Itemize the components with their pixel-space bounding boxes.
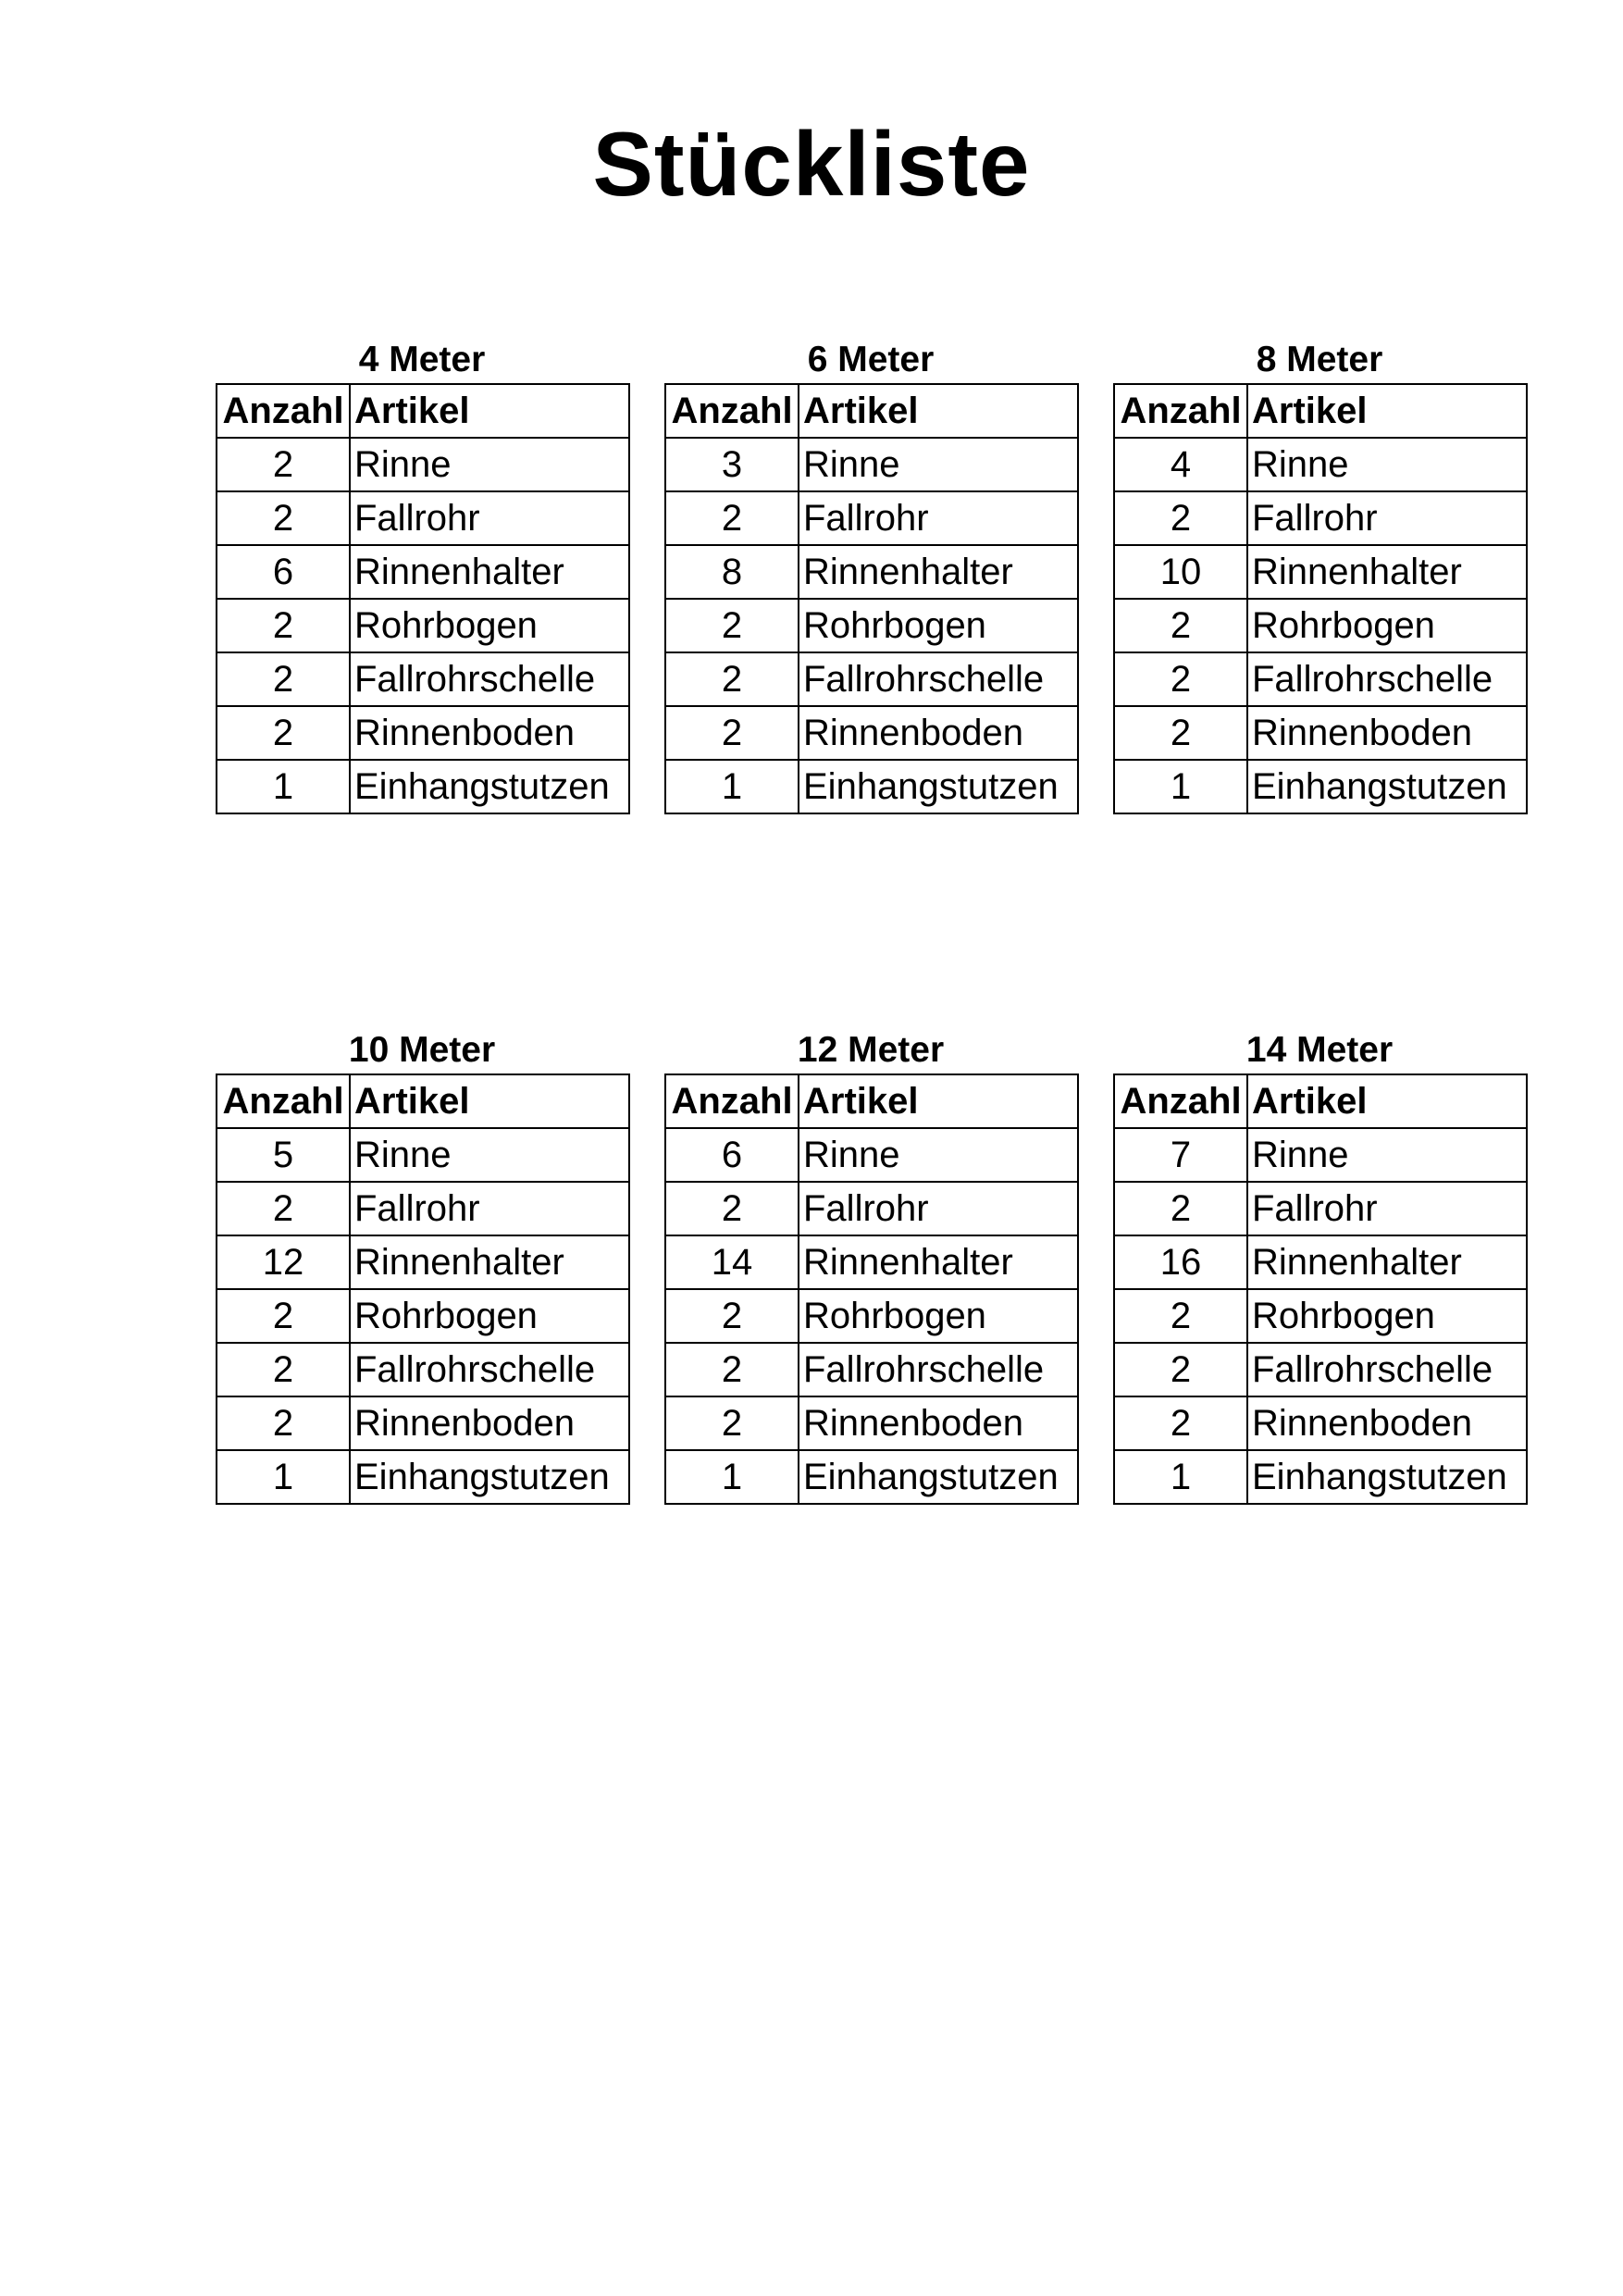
article-cell: Rohrbogen (350, 1289, 629, 1343)
table-row (665, 491, 1078, 545)
article-cell: Rinnenhalter (1247, 545, 1527, 599)
article-cell: Einhangstutzen (799, 760, 1078, 813)
article-cell: Rinnenhalter (350, 1235, 629, 1289)
table-header-row (1114, 1074, 1527, 1128)
qty-cell: 16 (1114, 1235, 1247, 1289)
table-row (1114, 760, 1527, 813)
parts-block-10m (216, 1027, 628, 1505)
article-cell: Rohrbogen (799, 599, 1078, 652)
qty-cell: 2 (665, 1289, 799, 1343)
qty-cell: 2 (1114, 491, 1247, 545)
parts-block-12m (664, 1027, 1077, 1505)
article-cell: Einhangstutzen (1247, 1450, 1527, 1504)
article-cell: Fallrohr (350, 491, 629, 545)
article-cell: Rohrbogen (350, 599, 629, 652)
qty-cell: 5 (217, 1128, 350, 1182)
article-cell: Fallrohrschelle (1247, 652, 1527, 706)
article-cell: Rohrbogen (1247, 599, 1527, 652)
table-row (665, 760, 1078, 813)
qty-cell: 2 (665, 1343, 799, 1396)
qty-cell: 6 (217, 545, 350, 599)
column-header-artikel: Artikel (1247, 1074, 1527, 1128)
table-header-row (217, 1074, 629, 1128)
table-row (1114, 1128, 1527, 1182)
parts-table (216, 1074, 630, 1505)
qty-cell: 2 (1114, 1343, 1247, 1396)
table-row (1114, 1235, 1527, 1289)
article-cell: Rinnenhalter (1247, 1235, 1527, 1289)
table-row (1114, 1182, 1527, 1235)
qty-cell: 2 (665, 1182, 799, 1235)
block-title: 4 Meter (358, 340, 486, 379)
table-row (217, 599, 629, 652)
block-title: 8 Meter (1256, 340, 1383, 379)
article-cell: Rinnenboden (1247, 1396, 1527, 1450)
table-row (217, 1343, 629, 1396)
table-row (217, 1182, 629, 1235)
article-cell: Rohrbogen (799, 1289, 1078, 1343)
block-title: 6 Meter (807, 340, 935, 379)
table-header-row (665, 1074, 1078, 1128)
table-header-row (1114, 384, 1527, 438)
article-cell: Fallrohr (799, 491, 1078, 545)
table-row (1114, 1289, 1527, 1343)
qty-cell: 3 (665, 438, 799, 491)
qty-cell: 2 (665, 706, 799, 760)
table-row (217, 706, 629, 760)
article-cell: Rinnenboden (350, 1396, 629, 1450)
column-header-anzahl: Anzahl (1114, 384, 1247, 438)
qty-cell: 2 (1114, 1182, 1247, 1235)
column-header-anzahl: Anzahl (217, 1074, 350, 1128)
table-row (665, 1343, 1078, 1396)
table-row (217, 1128, 629, 1182)
qty-cell: 1 (665, 1450, 799, 1504)
table-row (217, 1289, 629, 1343)
table-row (1114, 438, 1527, 491)
qty-cell: 2 (1114, 706, 1247, 760)
qty-cell: 1 (1114, 760, 1247, 813)
table-row (665, 706, 1078, 760)
article-cell: Rinne (1247, 438, 1527, 491)
column-header-anzahl: Anzahl (665, 384, 799, 438)
qty-cell: 1 (217, 1450, 350, 1504)
article-cell: Einhangstutzen (350, 760, 629, 813)
article-cell: Rinnenhalter (799, 545, 1078, 599)
qty-cell: 2 (217, 706, 350, 760)
qty-cell: 2 (665, 599, 799, 652)
qty-cell: 2 (665, 491, 799, 545)
qty-cell: 2 (217, 1182, 350, 1235)
qty-cell: 2 (665, 652, 799, 706)
qty-cell: 10 (1114, 545, 1247, 599)
parts-block-8m (1113, 337, 1526, 814)
article-cell: Rinne (350, 438, 629, 491)
table-row (1114, 1343, 1527, 1396)
qty-cell: 1 (1114, 1450, 1247, 1504)
article-cell: Fallrohr (1247, 1182, 1527, 1235)
qty-cell: 8 (665, 545, 799, 599)
table-row (1114, 652, 1527, 706)
article-cell: Einhangstutzen (1247, 760, 1527, 813)
article-cell: Rinnenboden (350, 706, 629, 760)
article-cell: Fallrohr (799, 1182, 1078, 1235)
table-row (665, 1396, 1078, 1450)
qty-cell: 4 (1114, 438, 1247, 491)
parts-table (664, 383, 1079, 814)
qty-cell: 2 (217, 491, 350, 545)
parts-block-6m (664, 337, 1077, 814)
table-row (665, 1182, 1078, 1235)
article-cell: Rinnenboden (1247, 706, 1527, 760)
article-cell: Rinnenboden (799, 706, 1078, 760)
article-cell: Fallrohrschelle (799, 1343, 1078, 1396)
table-row (665, 1450, 1078, 1504)
block-title: 12 Meter (797, 1030, 945, 1070)
article-cell: Fallrohrschelle (350, 652, 629, 706)
article-cell: Einhangstutzen (799, 1450, 1078, 1504)
qty-cell: 2 (665, 1396, 799, 1450)
qty-cell: 1 (217, 760, 350, 813)
column-header-anzahl: Anzahl (217, 384, 350, 438)
table-row (217, 652, 629, 706)
table-row (217, 760, 629, 813)
table-row (217, 438, 629, 491)
article-cell: Rohrbogen (1247, 1289, 1527, 1343)
article-cell: Rinne (1247, 1128, 1527, 1182)
qty-cell: 2 (217, 652, 350, 706)
qty-cell: 12 (217, 1235, 350, 1289)
parts-table (1113, 1074, 1528, 1505)
parts-table (1113, 383, 1528, 814)
table-row (1114, 1450, 1527, 1504)
column-header-anzahl: Anzahl (665, 1074, 799, 1128)
article-cell: Rinne (799, 1128, 1078, 1182)
table-row (665, 438, 1078, 491)
article-cell: Fallrohrschelle (350, 1343, 629, 1396)
table-row (665, 599, 1078, 652)
qty-cell: 2 (217, 1396, 350, 1450)
article-cell: Rinne (799, 438, 1078, 491)
table-row (665, 1289, 1078, 1343)
qty-cell: 7 (1114, 1128, 1247, 1182)
article-cell: Rinne (350, 1128, 629, 1182)
column-header-anzahl: Anzahl (1114, 1074, 1247, 1128)
article-cell: Fallrohrschelle (799, 652, 1078, 706)
qty-cell: 2 (217, 599, 350, 652)
table-row (217, 1235, 629, 1289)
column-header-artikel: Artikel (350, 384, 629, 438)
table-row (665, 545, 1078, 599)
column-header-artikel: Artikel (799, 384, 1078, 438)
parts-table (664, 1074, 1079, 1505)
qty-cell: 2 (217, 1343, 350, 1396)
article-cell: Fallrohr (350, 1182, 629, 1235)
table-header-row (217, 384, 629, 438)
table-row (217, 1450, 629, 1504)
block-title: 14 Meter (1245, 1030, 1394, 1070)
column-header-artikel: Artikel (1247, 384, 1527, 438)
page-title: Stückliste (592, 113, 1031, 215)
parts-table (216, 383, 630, 814)
article-cell: Fallrohr (1247, 491, 1527, 545)
qty-cell: 2 (217, 1289, 350, 1343)
qty-cell: 2 (1114, 599, 1247, 652)
table-row (665, 1235, 1078, 1289)
table-row (217, 491, 629, 545)
table-row (1114, 706, 1527, 760)
table-row (1114, 599, 1527, 652)
table-row (665, 1128, 1078, 1182)
table-row (217, 545, 629, 599)
table-row (1114, 1396, 1527, 1450)
qty-cell: 2 (217, 438, 350, 491)
table-row (1114, 491, 1527, 545)
table-header-row (665, 384, 1078, 438)
article-cell: Fallrohrschelle (1247, 1343, 1527, 1396)
qty-cell: 2 (1114, 1396, 1247, 1450)
article-cell: Einhangstutzen (350, 1450, 629, 1504)
block-title: 10 Meter (348, 1030, 496, 1070)
qty-cell: 14 (665, 1235, 799, 1289)
parts-block-4m (216, 337, 628, 814)
qty-cell: 2 (1114, 1289, 1247, 1343)
qty-cell: 6 (665, 1128, 799, 1182)
parts-block-14m (1113, 1027, 1526, 1505)
qty-cell: 1 (665, 760, 799, 813)
article-cell: Rinnenhalter (350, 545, 629, 599)
qty-cell: 2 (1114, 652, 1247, 706)
article-cell: Rinnenboden (799, 1396, 1078, 1450)
column-header-artikel: Artikel (350, 1074, 629, 1128)
column-header-artikel: Artikel (799, 1074, 1078, 1128)
table-row (1114, 545, 1527, 599)
table-row (665, 652, 1078, 706)
table-row (217, 1396, 629, 1450)
article-cell: Rinnenhalter (799, 1235, 1078, 1289)
